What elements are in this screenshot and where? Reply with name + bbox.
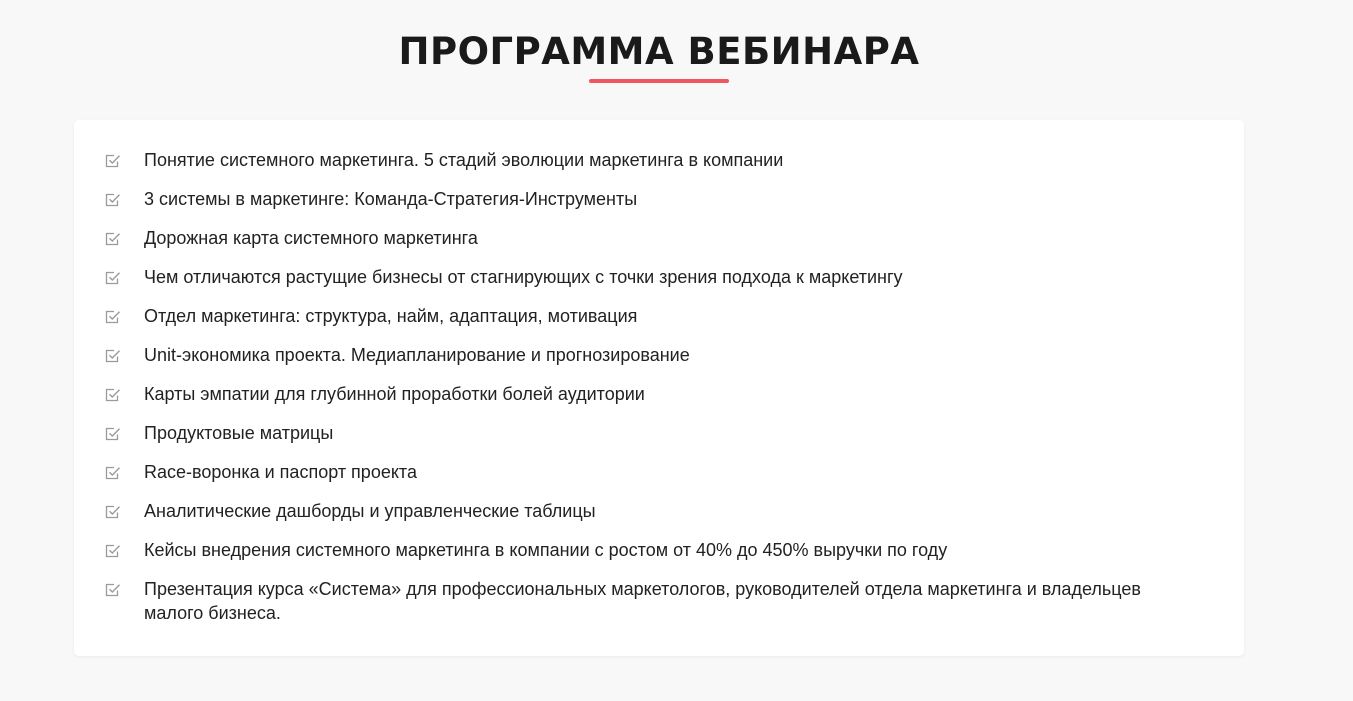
checkbox-checked-icon xyxy=(105,387,121,403)
list-item-text: Карты эмпатии для глубинной проработки болей аудитории xyxy=(144,384,645,404)
checkbox-checked-icon xyxy=(105,153,121,169)
program-list xyxy=(74,148,1244,640)
checkbox-checked-icon xyxy=(105,426,121,442)
list-item xyxy=(74,148,1244,172)
list-item-text: Кейсы внедрения системного маркетинга в компании с ростом от 40% до 450% выручки по году xyxy=(144,540,948,560)
list-item-text: Аналитические дашборды и управленческие таблицы xyxy=(144,501,596,521)
list-item xyxy=(74,577,1244,625)
list-item-text: Дорожная карта системного маркетинга xyxy=(144,228,478,248)
checkbox-checked-icon xyxy=(105,348,121,364)
list-item-text: Unit-экономика проекта. Медиапланирование и прогнозирование xyxy=(144,345,690,365)
list-item xyxy=(74,538,1244,562)
checkbox-checked-icon xyxy=(105,231,121,247)
checkbox-checked-icon xyxy=(105,270,121,286)
checkbox-checked-icon xyxy=(105,192,121,208)
program-card xyxy=(74,120,1244,656)
list-item-text: Продуктовые матрицы xyxy=(144,423,334,443)
list-item xyxy=(74,343,1244,367)
checkbox-checked-icon xyxy=(105,465,121,481)
list-item xyxy=(74,460,1244,484)
list-item-text: Race-воронка и паспорт проекта xyxy=(144,462,417,482)
list-item-text: Понятие системного маркетинга. 5 стадий эволюции маркетинга в компании xyxy=(144,150,784,170)
list-item xyxy=(74,187,1244,211)
list-item-text: 3 системы в маркетинге: Команда-Стратегия-Инструменты xyxy=(144,189,638,209)
list-item xyxy=(74,226,1244,250)
list-item xyxy=(74,421,1244,445)
list-item-text: Презентация курса «Система» для профессиональных маркетологов, руководителей отдела маркетинга и владельцев малого бизнеса. xyxy=(144,579,1141,623)
list-item-text: Чем отличаются растущие бизнесы от стагнирующих с точки зрения подхода к маркетингу xyxy=(144,267,903,287)
list-item xyxy=(74,304,1244,328)
list-item-text: Отдел маркетинга: структура, найм, адаптация, мотивация xyxy=(144,306,638,326)
list-item xyxy=(74,382,1244,406)
list-item xyxy=(74,265,1244,289)
list-item xyxy=(74,499,1244,523)
title-underline xyxy=(589,79,729,83)
checkbox-checked-icon xyxy=(105,543,121,559)
section-title: ПРОГРАММА ВЕБИНАРА xyxy=(398,30,920,73)
checkbox-checked-icon xyxy=(105,504,121,520)
checkbox-checked-icon xyxy=(105,582,121,598)
checkbox-checked-icon xyxy=(105,309,121,325)
